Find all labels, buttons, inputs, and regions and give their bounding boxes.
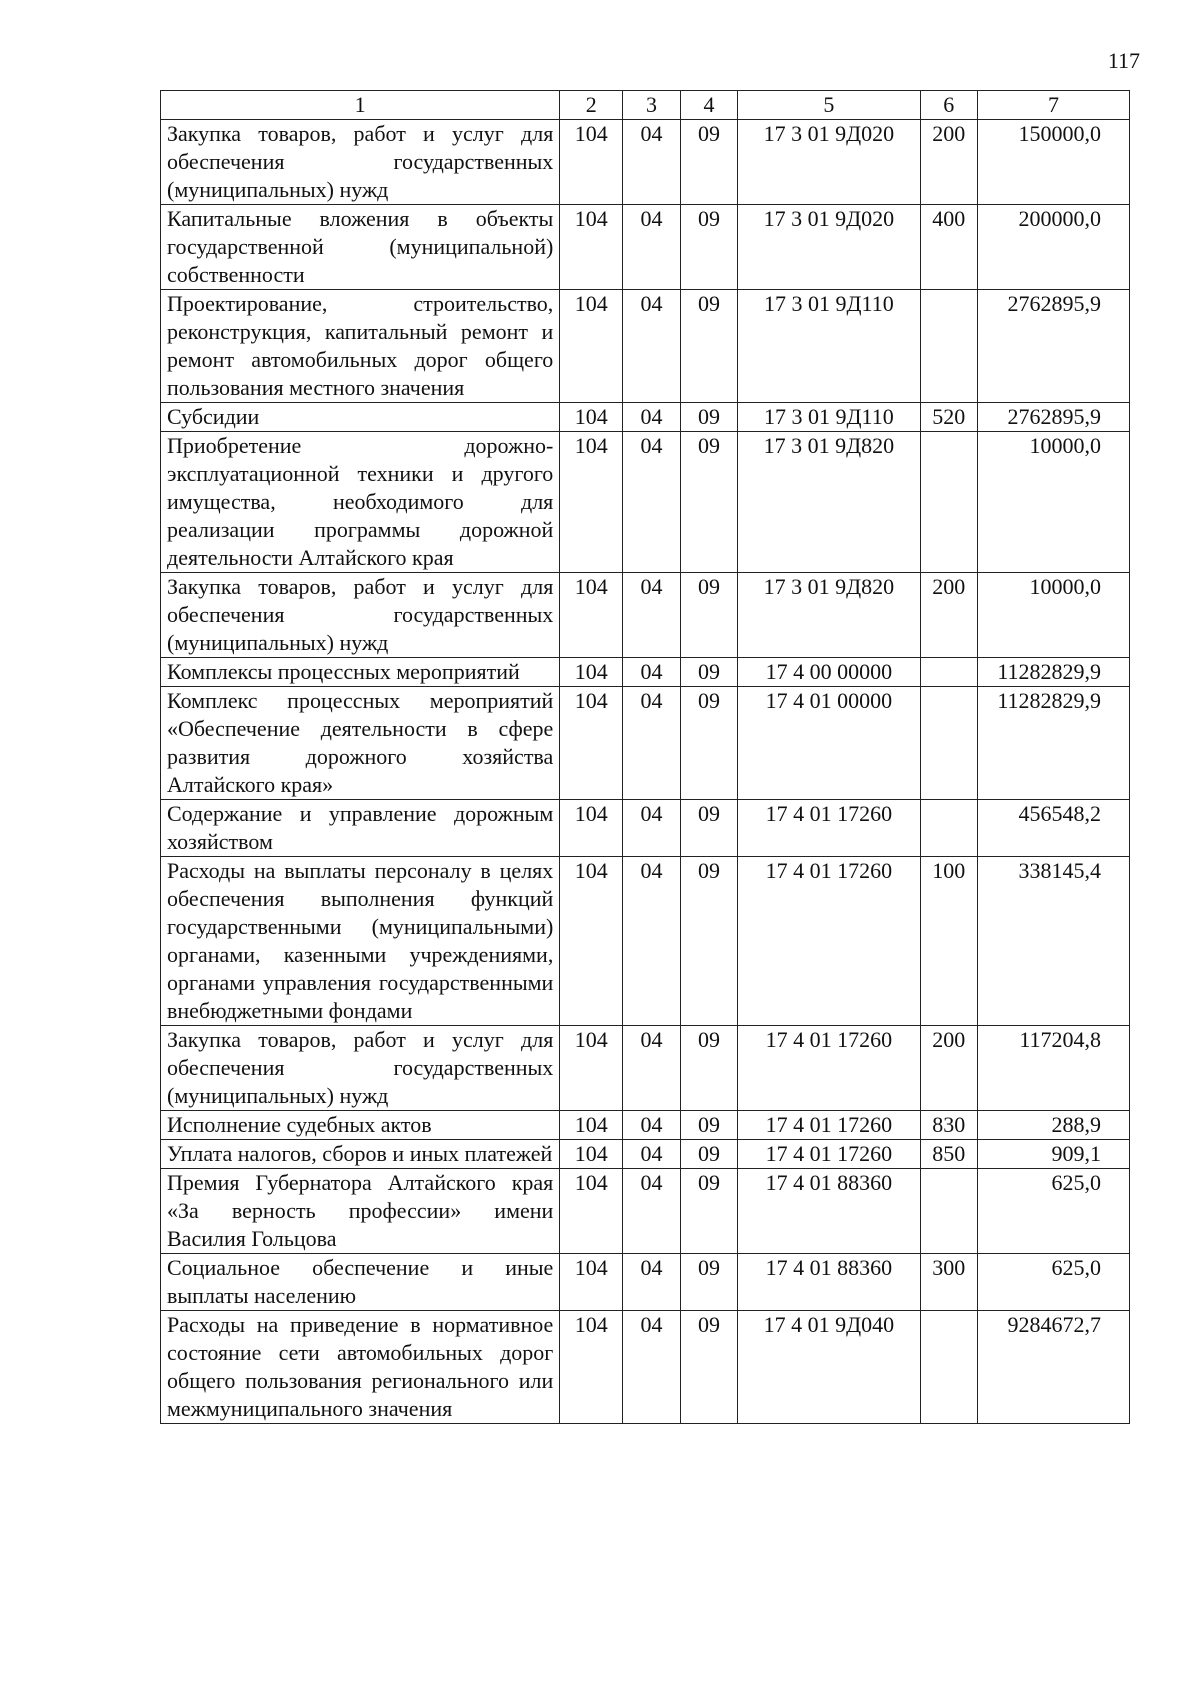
expense-type-cell [920,432,978,573]
section-cell: 04 [623,1311,681,1424]
amount-cell: 2762895,9 [978,403,1130,432]
target-article-cell: 17 4 01 9Д040 [738,1311,920,1424]
column-header: 3 [623,91,681,120]
subsection-cell: 09 [680,120,738,205]
table-row [161,687,1130,800]
admin-code-cell: 104 [560,432,623,573]
target-article-cell: 17 4 01 17260 [738,1140,920,1169]
subsection-cell: 09 [680,1169,738,1254]
target-article-cell: 17 4 01 88360 [738,1169,920,1254]
table-row [161,1026,1130,1111]
target-article-cell: 17 3 01 9Д820 [738,573,920,658]
column-header: 4 [680,91,738,120]
subsection-cell: 09 [680,1311,738,1424]
row-name-cell: Исполнение судебных актов [161,1111,560,1140]
admin-code-cell: 104 [560,800,623,857]
table-row [161,290,1130,403]
row-name-cell: Комплексы процессных мероприятий [161,658,560,687]
table-row [161,432,1130,573]
row-name-cell: Премия Губернатора Алтайского края «За верность профессии» имени Василия Гольцова [161,1169,560,1254]
expense-type-cell [920,687,978,800]
target-article-cell: 17 4 01 17260 [738,800,920,857]
subsection-cell: 09 [680,857,738,1026]
amount-cell: 11282829,9 [978,687,1130,800]
table-row [161,1311,1130,1424]
amount-cell: 625,0 [978,1169,1130,1254]
table-row [161,120,1130,205]
target-article-cell: 17 4 01 00000 [738,687,920,800]
section-cell: 04 [623,658,681,687]
subsection-cell: 09 [680,205,738,290]
row-name-cell: Капитальные вложения в объекты государственной (муниципальной) собственности [161,205,560,290]
amount-cell: 9284672,7 [978,1311,1130,1424]
table-row [161,857,1130,1026]
section-cell: 04 [623,687,681,800]
subsection-cell: 09 [680,800,738,857]
header-row [161,91,1130,120]
admin-code-cell: 104 [560,205,623,290]
expense-type-cell [920,800,978,857]
admin-code-cell: 104 [560,1311,623,1424]
expense-type-cell: 200 [920,120,978,205]
section-cell: 04 [623,1254,681,1311]
column-header: 6 [920,91,978,120]
section-cell: 04 [623,1111,681,1140]
row-name-cell: Расходы на приведение в нормативное состояние сети автомобильных дорог общего пользования регионального или межмуниципального значения [161,1311,560,1424]
amount-cell: 288,9 [978,1111,1130,1140]
section-cell: 04 [623,1026,681,1111]
admin-code-cell: 104 [560,120,623,205]
expense-type-cell: 850 [920,1140,978,1169]
row-name-cell: Проектирование, строительство, реконструкция, капитальный ремонт и ремонт автомобильных дорог общего пользования местного значения [161,290,560,403]
section-cell: 04 [623,403,681,432]
target-article-cell: 17 3 01 9Д020 [738,120,920,205]
subsection-cell: 09 [680,1026,738,1111]
budget-table [160,90,1130,1424]
target-article-cell: 17 4 01 88360 [738,1254,920,1311]
table-row [161,403,1130,432]
amount-cell: 200000,0 [978,205,1130,290]
column-header: 1 [161,91,560,120]
subsection-cell: 09 [680,432,738,573]
expense-type-cell [920,658,978,687]
admin-code-cell: 104 [560,1169,623,1254]
admin-code-cell: 104 [560,1111,623,1140]
table-row [161,1254,1130,1311]
section-cell: 04 [623,857,681,1026]
subsection-cell: 09 [680,573,738,658]
admin-code-cell: 104 [560,1254,623,1311]
admin-code-cell: 104 [560,290,623,403]
table-row [161,573,1130,658]
row-name-cell: Субсидии [161,403,560,432]
column-header: 7 [978,91,1130,120]
expense-type-cell: 200 [920,1026,978,1111]
section-cell: 04 [623,205,681,290]
row-name-cell: Содержание и управление дорожным хозяйством [161,800,560,857]
table-row [161,1111,1130,1140]
table-row [161,1169,1130,1254]
subsection-cell: 09 [680,403,738,432]
table-row [161,205,1130,290]
expense-type-cell [920,290,978,403]
amount-cell: 625,0 [978,1254,1130,1311]
row-name-cell: Закупка товаров, работ и услуг для обеспечения государственных (муниципальных) нужд [161,573,560,658]
table-row [161,1140,1130,1169]
row-name-cell: Закупка товаров, работ и услуг для обеспечения государственных (муниципальных) нужд [161,1026,560,1111]
subsection-cell: 09 [680,658,738,687]
row-name-cell: Комплекс процессных мероприятий «Обеспечение деятельности в сфере развития дорожного хозяйства Алтайского края» [161,687,560,800]
section-cell: 04 [623,800,681,857]
target-article-cell: 17 3 01 9Д020 [738,205,920,290]
section-cell: 04 [623,432,681,573]
table-row [161,658,1130,687]
target-article-cell: 17 3 01 9Д110 [738,403,920,432]
expense-type-cell: 830 [920,1111,978,1140]
row-name-cell: Расходы на выплаты персоналу в целях обеспечения выполнения функций государственными (муниципальными) органами, казенными учреждениями, органами управления государственными внебюджетными фондами [161,857,560,1026]
row-name-cell: Социальное обеспечение и иные выплаты населению [161,1254,560,1311]
amount-cell: 338145,4 [978,857,1130,1026]
target-article-cell: 17 4 01 17260 [738,857,920,1026]
expense-type-cell: 200 [920,573,978,658]
target-article-cell: 17 3 01 9Д110 [738,290,920,403]
admin-code-cell: 104 [560,687,623,800]
subsection-cell: 09 [680,1254,738,1311]
row-name-cell: Закупка товаров, работ и услуг для обеспечения государственных (муниципальных) нужд [161,120,560,205]
admin-code-cell: 104 [560,658,623,687]
subsection-cell: 09 [680,1111,738,1140]
section-cell: 04 [623,1169,681,1254]
amount-cell: 909,1 [978,1140,1130,1169]
amount-cell: 456548,2 [978,800,1130,857]
expense-type-cell: 400 [920,205,978,290]
target-article-cell: 17 4 00 00000 [738,658,920,687]
subsection-cell: 09 [680,290,738,403]
section-cell: 04 [623,290,681,403]
admin-code-cell: 104 [560,1140,623,1169]
expense-type-cell: 520 [920,403,978,432]
target-article-cell: 17 4 01 17260 [738,1111,920,1140]
amount-cell: 150000,0 [978,120,1130,205]
expense-type-cell: 100 [920,857,978,1026]
expense-type-cell [920,1311,978,1424]
row-name-cell: Уплата налогов, сборов и иных платежей [161,1140,560,1169]
subsection-cell: 09 [680,687,738,800]
expense-type-cell: 300 [920,1254,978,1311]
column-header: 5 [738,91,920,120]
section-cell: 04 [623,120,681,205]
expense-type-cell [920,1169,978,1254]
admin-code-cell: 104 [560,573,623,658]
amount-cell: 10000,0 [978,573,1130,658]
subsection-cell: 09 [680,1140,738,1169]
amount-cell: 11282829,9 [978,658,1130,687]
amount-cell: 2762895,9 [978,290,1130,403]
column-header: 2 [560,91,623,120]
admin-code-cell: 104 [560,403,623,432]
section-cell: 04 [623,573,681,658]
admin-code-cell: 104 [560,1026,623,1111]
table-row [161,800,1130,857]
amount-cell: 117204,8 [978,1026,1130,1111]
section-cell: 04 [623,1140,681,1169]
row-name-cell: Приобретение дорожно-эксплуатационной техники и другого имущества, необходимого для реализации программы дорожной деятельности Алтайского края [161,432,560,573]
target-article-cell: 17 4 01 17260 [738,1026,920,1111]
amount-cell: 10000,0 [978,432,1130,573]
target-article-cell: 17 3 01 9Д820 [738,432,920,573]
admin-code-cell: 104 [560,857,623,1026]
page-number: 117 [1107,48,1140,73]
